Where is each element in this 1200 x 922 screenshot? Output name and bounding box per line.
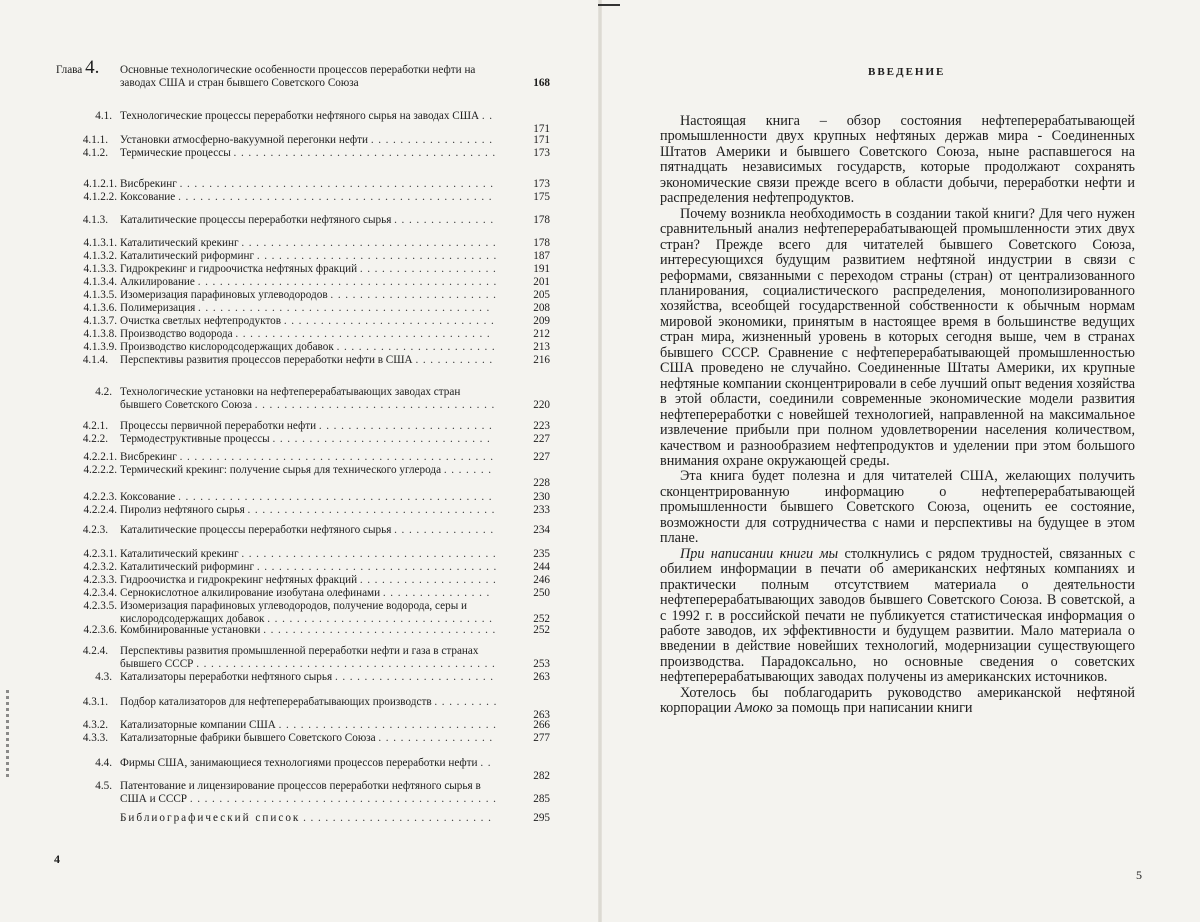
toc-entry-page: 285: [533, 792, 550, 805]
toc-entry-number: 4.1.3.9.: [83, 341, 117, 353]
toc-leader-dots: ..................................: [247, 504, 500, 516]
edge-scan-mark: [6, 690, 9, 780]
toc-entry-page: 235: [533, 548, 550, 560]
toc-entry-page: 212: [533, 328, 550, 340]
toc-entry-page: 246: [533, 574, 550, 586]
toc-entry-title: Технологические процессы переработки нефтяного сырья на заводах США ..: [120, 110, 497, 122]
toc-entry-title: Перспективы развития промышленной переработки нефти и газа в странах бывшего СССР .........................................: [120, 645, 500, 670]
toc-leader-dots: ...................: [359, 263, 501, 275]
toc-leader-dots: ....................................: [233, 147, 500, 159]
intro-text-run: Хотелось бы поблагодарить руководство американской нефтяной корпорации: [660, 684, 1135, 717]
toc-leader-dots: ..............: [394, 214, 498, 226]
toc-entry-title: Патентование и лицензирование процессов переработки нефтяного сырья в США и СССР ..........................................: [120, 780, 501, 805]
toc-leader-dots: ......................: [334, 671, 498, 683]
toc-entry-title: Катализаторы переработки нефтяного сырья ......................: [120, 671, 498, 683]
toc-leader-dots: ................................: [263, 624, 500, 636]
toc-entry-title: Комбинированные установки ................................: [120, 624, 500, 636]
toc-entry-number: 4.2.3.: [82, 524, 108, 536]
toc-leader-dots: ...........................................: [179, 178, 498, 190]
toc-entry-page: 223: [533, 420, 550, 432]
toc-entry-number: 4.2.3.3.: [83, 574, 117, 586]
toc-entry-number: 4.3.3.: [82, 732, 108, 744]
toc-entry-number: 4.1.3.7.: [83, 315, 117, 327]
toc-leader-dots: .................: [370, 134, 497, 146]
toc-entry-title: Гидроочистка и гидрокрекинг нефтяных фракций ...................: [120, 574, 501, 586]
intro-paragraph: [660, 547, 1135, 686]
toc-entry-page: 173: [533, 178, 550, 190]
toc-entry-number: 4.2.: [95, 386, 112, 398]
toc-chapter-label: Глава 4.: [56, 57, 100, 78]
toc-entry-number: 4.2.2.: [82, 433, 108, 445]
toc-entry-number: 4.1.3.8.: [83, 328, 117, 340]
intro-heading: ВВЕДЕНИЕ: [868, 66, 946, 78]
intro-italic: Амоко: [734, 700, 773, 717]
toc-entry-title: Производство кислородсодержащих добавок ......................: [120, 341, 500, 353]
toc-entry-number: 4.1.2.: [82, 147, 108, 159]
toc-leader-dots: .................................: [254, 398, 499, 411]
toc-entry-number: 4.1.3.5.: [83, 289, 117, 301]
intro-text-run: за помощь при написании книги: [772, 700, 973, 717]
toc-entry-title: Каталитический риформинг .................................: [120, 561, 501, 573]
toc-entry-page: 178: [533, 214, 550, 226]
toc-entry-title: Коксование ...........................................: [120, 491, 497, 503]
toc-leader-dots: ...................................: [241, 237, 501, 249]
toc-leader-dots: ..........................................: [189, 792, 501, 805]
toc-entry-page: 295: [533, 812, 550, 824]
toc-entry-title: Процессы первичной переработки нефти ........................: [120, 420, 497, 432]
toc-leader-dots: ..........................: [303, 812, 496, 824]
toc-entry-page: 266: [533, 719, 550, 731]
toc-entry-page: 263: [533, 708, 550, 721]
book-gutter: [598, 0, 602, 922]
toc-entry-page: 233: [533, 504, 550, 516]
toc-entry-title: Алкилирование .........................................: [120, 276, 501, 288]
toc-leader-dots: ...........................................: [178, 191, 497, 203]
toc-entry-number: 4.3.2.: [82, 719, 108, 731]
intro-text: [660, 114, 1135, 717]
toc-entry-number: 4.2.2.4.: [83, 504, 117, 516]
toc-entry-page: 209: [533, 315, 550, 327]
intro-paragraph: Почему возникла необходимость в создании такой книги? Для чего нужен сравнительный анализ нефтеперерабатывающей промышленности этих двух стран? Прежде всего для читателей бывшего Советского Союза, интересующихся будущим развитием нефтяной индустрии в связи с реформами, связанными с переходом страны (стран) от централизованного планирования, социалистического распределения, монополизированного хозяйства, всеобщей государственной собственности к обычным нормам мировой экономики, принятым в настоящее время в большинстве ведущих стран мира, жизненный уровень в которых сегодня выше, чем в странах бывшего СССР. Сравнение с нефтеперерабатывающей промышленностью США проведено не случайно. Соединенные Штаты Америки, их крупные нефтяные компании сконцентрировали в себе лучший опыт ведения хозяйства в этой области, соединили современные экономические модели развития нефтепереработки с новейшей технологией, направленной на максимальное извлечение прибыли при полном удовлетворении населения количеством, качеством и разнообразием нефтепродуктов и уделении при этом большого внимания охране окружающей среды.: [660, 205, 1135, 469]
toc-entry-page: 201: [533, 276, 550, 288]
toc-leader-dots: ..: [481, 110, 497, 122]
toc-entry-page: 227: [533, 433, 550, 445]
toc-entry-page: 205: [533, 289, 550, 301]
toc-entry-page: 263: [533, 671, 550, 683]
intro-paragraph: Эта книга будет полезна и для читателей США, желающих получить сконцентрированную информацию о нефтеперерабатывающей промышленности бывшего Советского Союза, оценить ее состояние, возможности для сотрудничества с нами и перспективы на будущее в этом плане.: [660, 468, 1135, 547]
toc-entry-page: 213: [533, 341, 550, 353]
toc-entry-page: 252: [533, 624, 550, 636]
toc-entry-page: 220: [533, 398, 550, 411]
toc-entry-page: 253: [533, 657, 550, 670]
toc-entry-number: 4.1.3.: [82, 214, 108, 226]
toc-entry-page: 216: [533, 354, 550, 366]
toc-entry-page: 191: [533, 263, 550, 275]
toc-entry-number: 4.2.2.3.: [83, 491, 117, 503]
toc-leader-dots: ..: [480, 757, 496, 769]
toc-entry-number: 4.5.: [95, 780, 112, 792]
toc-entry-page: 171: [533, 134, 550, 146]
toc-leader-dots: ...................: [359, 574, 501, 586]
toc-entry-title: Коксование ...........................................: [120, 191, 497, 203]
toc-entry-title: Пиролиз нефтяного сырья ..................................: [120, 504, 500, 516]
toc-entry-title: Висбрекинг ...........................................: [120, 178, 498, 190]
toc-entry-number: 4.2.3.4.: [83, 587, 117, 599]
toc-leader-dots: ........................................: [198, 302, 494, 314]
toc-entry-title: Каталитические процессы переработки нефтяного сырья ..............: [120, 524, 498, 536]
toc-entry-number: 4.1.2.2.: [83, 191, 117, 203]
toc-entry-title: Изомеризация парафиновых углеводородов, получение водорода, серы и кислородсодержащих добавок ...............................: [120, 600, 497, 625]
toc-entry-page: 208: [533, 302, 550, 314]
toc-leader-dots: ......................: [336, 341, 500, 353]
toc-leader-dots: .......: [443, 464, 496, 476]
toc-entry-title: Каталитический крекинг ...................................: [120, 548, 501, 560]
toc-entry-number: 4.1.3.6.: [83, 302, 117, 314]
toc-entry-title: Термические процессы ....................................: [120, 147, 500, 159]
toc-entry-title: Полимеризация ........................................: [120, 302, 494, 314]
toc-leader-dots: ...................................: [241, 548, 501, 560]
toc-leader-dots: ..............: [394, 524, 498, 536]
toc-leader-dots: .................................: [256, 250, 501, 262]
right-page-number: 5: [1136, 868, 1142, 882]
toc-chapter-title: Основные технологические особенности процессов переработки нефти на заводах США и стран бывшего Советского Союза: [120, 64, 476, 89]
toc-entry-page: 227: [533, 451, 550, 463]
top-mark: [598, 4, 620, 6]
toc-entry-page: 244: [533, 561, 550, 573]
toc-leader-dots: ...............................: [267, 612, 497, 625]
toc-entry-number: 4.1.1.: [82, 134, 108, 146]
toc-entry-title: Катализаторные фабрики бывшего Советского Союза ................: [120, 732, 497, 744]
toc-entry-title: Технологические установки на нефтеперерабатывающих заводах стран бывшего Советского Союза .................................: [120, 386, 499, 411]
toc-entry-title: Каталитический риформинг .................................: [120, 250, 501, 262]
left-page-number: 4: [54, 852, 60, 866]
toc-entry-page: 252: [533, 612, 550, 625]
toc-leader-dots: ................: [378, 732, 497, 744]
toc-entry-number: 4.2.3.6.: [83, 624, 117, 636]
intro-paragraph: [660, 686, 1135, 717]
toc-leader-dots: ...........................................: [179, 451, 498, 463]
toc-leader-dots: ..............................: [278, 719, 501, 731]
toc-entry-number: 4.1.3.1.: [83, 237, 117, 249]
toc-entry-number: 4.4.: [95, 757, 112, 769]
toc-entry-page: 187: [533, 250, 550, 262]
toc-entry-title: Катализаторные компании США ..............................: [120, 719, 501, 731]
toc-entry-number: 4.1.4.: [82, 354, 108, 366]
toc-entry-number: 4.1.3.2.: [83, 250, 117, 262]
toc-leader-dots: .................................: [256, 561, 501, 573]
toc-entry-page: 234: [533, 524, 550, 536]
toc-entry-number: 4.2.3.5.: [83, 600, 117, 612]
toc-entry-page: 282: [533, 769, 550, 782]
toc-entry-page: 228: [533, 476, 550, 489]
toc-entry-number: 4.2.4.: [82, 645, 108, 657]
toc-entry-page: 277: [533, 732, 550, 744]
toc-leader-dots: .........: [434, 696, 501, 708]
toc-leader-dots: ...........: [415, 354, 497, 366]
toc-entry-number: 4.2.3.1.: [83, 548, 117, 560]
toc-entry-number: 4.3.: [95, 671, 112, 683]
toc-entry-page: 230: [533, 491, 550, 503]
toc-leader-dots: .........................................: [197, 276, 501, 288]
toc-leader-dots: ...........................................: [178, 491, 497, 503]
toc-entry-number: 4.1.2.1.: [83, 178, 117, 190]
toc-entry-number: 4.2.1.: [82, 420, 108, 432]
toc-chapter-page: 168: [533, 77, 550, 89]
toc-entry-page: 250: [533, 587, 550, 599]
toc-entry-title: Производство водорода ...................................: [120, 328, 495, 340]
intro-italic: При написании книги мы: [680, 545, 839, 562]
toc-entry-number: 4.2.2.1.: [83, 451, 117, 463]
toc-entry-page: 178: [533, 237, 550, 249]
toc-entry-number: 4.3.1.: [82, 696, 108, 708]
toc-entry-title: Фирмы США, занимающиеся технологиями процессов переработки нефти ..: [120, 757, 496, 769]
toc-entry-title: Подбор катализаторов для нефтеперерабатывающих производств .........: [120, 696, 501, 708]
toc-entry-title: Сернокислотное алкилирование изобутана олефинами ...............: [120, 587, 494, 599]
toc-entry-title: Изомеризация парафиновых углеводородов .......................: [120, 289, 501, 301]
toc-leader-dots: .........................................: [196, 657, 500, 670]
toc-leader-dots: .......................: [330, 289, 501, 301]
toc-entry-title: Каталитические процессы переработки нефтяного сырья ..............: [120, 214, 498, 226]
toc-entry-page: 173: [533, 147, 550, 159]
toc-entry-number: 4.1.3.3.: [83, 263, 117, 275]
toc-entry-title: Каталитический крекинг ...................................: [120, 237, 501, 249]
toc-entry-title: Очистка светлых нефтепродуктов .............................: [120, 315, 499, 327]
toc-entry-page: 175: [533, 191, 550, 203]
toc-entry-number: 4.2.3.2.: [83, 561, 117, 573]
toc-entry-title: Библиографический список ..........................: [120, 812, 496, 824]
toc-entry-title: Термический крекинг: получение сырья для технического углерода .......: [120, 464, 496, 476]
toc-leader-dots: ........................: [318, 420, 497, 432]
toc-entry-title: Установки атмосферно-вакуумной перегонки нефти .................: [120, 134, 497, 146]
toc-entry-number: 4.1.3.4.: [83, 276, 117, 288]
toc-entry-title: Висбрекинг ...........................................: [120, 451, 498, 463]
toc-entry-number: 4.2.2.2.: [83, 464, 117, 476]
toc-entry-page: 171: [533, 122, 550, 135]
toc-leader-dots: ...................................: [235, 328, 495, 340]
toc-entry-title: Термодеструктивные процессы ..............................: [120, 433, 495, 445]
intro-text-run: столкнулись с рядом трудностей, связанных с обилием информации в печати об американских нефтяных компаниях и практически полным отсутствием материала о деятельности нефтеперерабатывающих заводов бывшего Советского Союза. В советской, а с 1992 г. в российской печати не публикуется статистическая информация о работе заводов, их эффективности и будущем развитии. Мало материала о введении в действие новейших технологий, модернизации существующего производства. Парадоксально, но основные сведения о советских нефтеперерабатывающих заводах получены из американских источников.: [660, 545, 1135, 686]
toc-leader-dots: .............................: [283, 315, 499, 327]
toc-leader-dots: ..............................: [272, 433, 495, 445]
intro-paragraph: Настоящая книга – обзор состояния нефтеперерабатывающей промышленности двух крупных нефтяных держав мира - Соединенных Штатов Америки и бывшего Советского Союза, ныне распавшегося на пятнадцать независимых государств, которые продолжают сохранять экономические связи прежде всего в области добычи, переработки нефти и распределения нефтепродуктов.: [660, 113, 1135, 207]
toc-entry-title: Гидрокрекинг и гидроочистка нефтяных фракций ...................: [120, 263, 501, 275]
toc-entry-number: 4.1.: [95, 110, 112, 122]
toc-leader-dots: ...............: [382, 587, 494, 599]
toc-entry-title: Перспективы развития процессов переработки нефти в США ...........: [120, 354, 497, 366]
